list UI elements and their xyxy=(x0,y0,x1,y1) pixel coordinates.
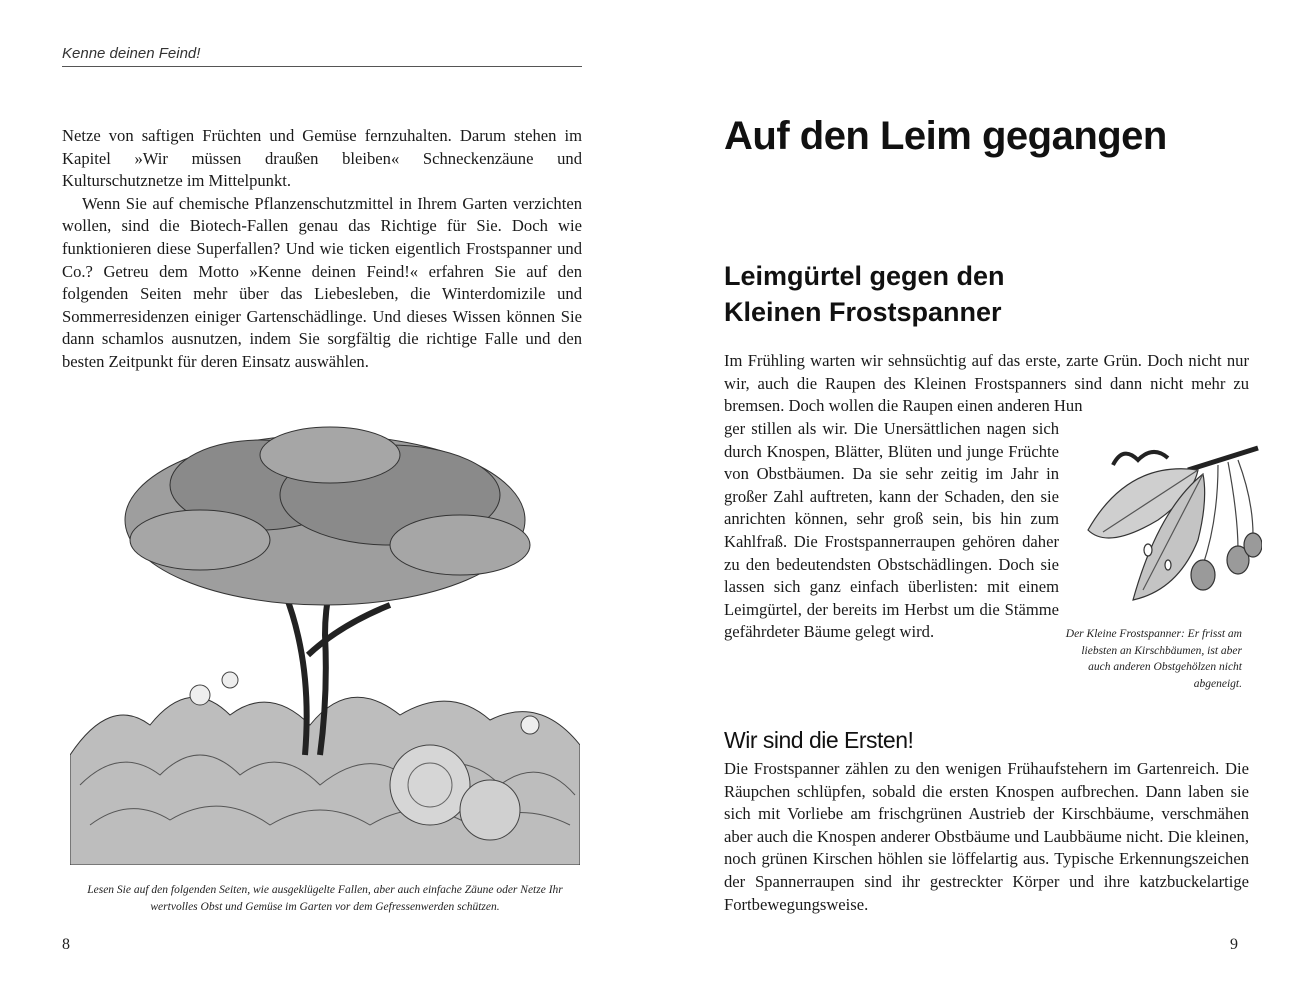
section-title-line: Leimgürtel gegen den xyxy=(724,261,1005,291)
left-body-text xyxy=(62,125,582,374)
page-number: 9 xyxy=(1230,936,1238,953)
paragraph: Netze von saftigen Früchten und Gemüse fernzuhalten. Darum stehen im Kapitel »Wir müssen draußen bleiben« Schneckenzäune und Kulturschutznetze im Mittelpunkt. xyxy=(62,126,582,191)
illustration-caption: Lesen Sie auf den folgenden Seiten, wie ausgeklügelte Fallen, aber auch einfache Zäune oder Netze Ihr wertvolles Obst und Gemüse im Garten vor dem Gefressenwerden schützen. xyxy=(87,884,563,913)
figure-caption: Der Kleine Frostspanner: Er frisst am liebsten an Kirschbäumen, ist aber auch anderen Obstgehölzen nicht abgeneigt. xyxy=(1065,628,1242,690)
section-title-line: Kleinen Frostspanner xyxy=(724,297,1002,327)
page-number: 8 xyxy=(62,936,70,953)
section-title xyxy=(724,258,1284,330)
subsection-text: Die Frostspanner zählen zu den wenigen Frühaufstehern im Gartenreich. Die Räupchen schlüpfen, sobald die ersten Knospen aufbrechen. Dann laben sie sich mit Vorliebe am frischgrünen Austrieb der Kirschbäume, verschmähen aber auch die Knospen anderer Obstbäume und Laubbäume nicht. Die kleinen, noch grünen Kirschen höhlen sie löffelartig aus. Typische Erkennungszeichen der Spannerraupen sind ihr gestreckter Körper und ihre katzbuckelartige Fortbewegungsweise. xyxy=(724,759,1249,914)
garden-tree-illustration xyxy=(70,425,580,865)
left-page xyxy=(0,0,652,1000)
wrapped-text: ger stillen als wir. Die Unersättlichen nagen sich durch Knospen, Blätter, Blüten und junge Früchte von Obstbäumen. Da sie sehr zeitig im Jahr in großer Zahl auftreten, kann der Schaden, den sie anrichten können, sehr groß sein, bis hin zum Kahlfraß. Die Frostspannerraupen gehören daher zu den bedeutendsten Obstschädlingen. Doch sie lassen sich ganz einfach überlisten: mit einem Leimgürtel, der bereits im Herbst um die Stämme gefährdeter Bäume gelegt wird. xyxy=(724,419,1059,642)
intro-text: Im Frühling warten wir sehnsüchtig auf das erste, zarte Grün. Doch nicht nur wir, auch die Raupen des Kleinen Frostspanners sind dann nicht mehr zu bremsen. Doch wollen die Raupen einen anderen Hun xyxy=(724,351,1249,416)
chapter-title: Auf den Leim gegangen xyxy=(724,114,1167,158)
running-head: Kenne deinen Feind! xyxy=(62,45,582,67)
right-page xyxy=(652,0,1305,1000)
paragraph: Wenn Sie auf chemische Pflanzenschutzmittel in Ihrem Garten verzichten wollen, sind die Biotech-Fallen genau das Richtige für Sie. Doch wie funktionieren diese Superfallen? Und wie ticken eigentlich Frostspanner und Co.? Getreu dem Motto »Kenne deinen Feind!« erfahren Sie auf den folgenden Seiten mehr über das Liebesleben, die Winterdomizile und Sommerresidenzen einiger Gartenschädlinge. Und dieses Wissen können Sie dann schamlos ausnutzen, indem Sie sorgfältig die richtige Falle und den besten Zeitpunkt für deren Einsatz auswählen. xyxy=(62,193,582,371)
frostspanner-illustration xyxy=(1068,440,1262,620)
subsection-title: Wir sind die Ersten! xyxy=(724,727,914,753)
